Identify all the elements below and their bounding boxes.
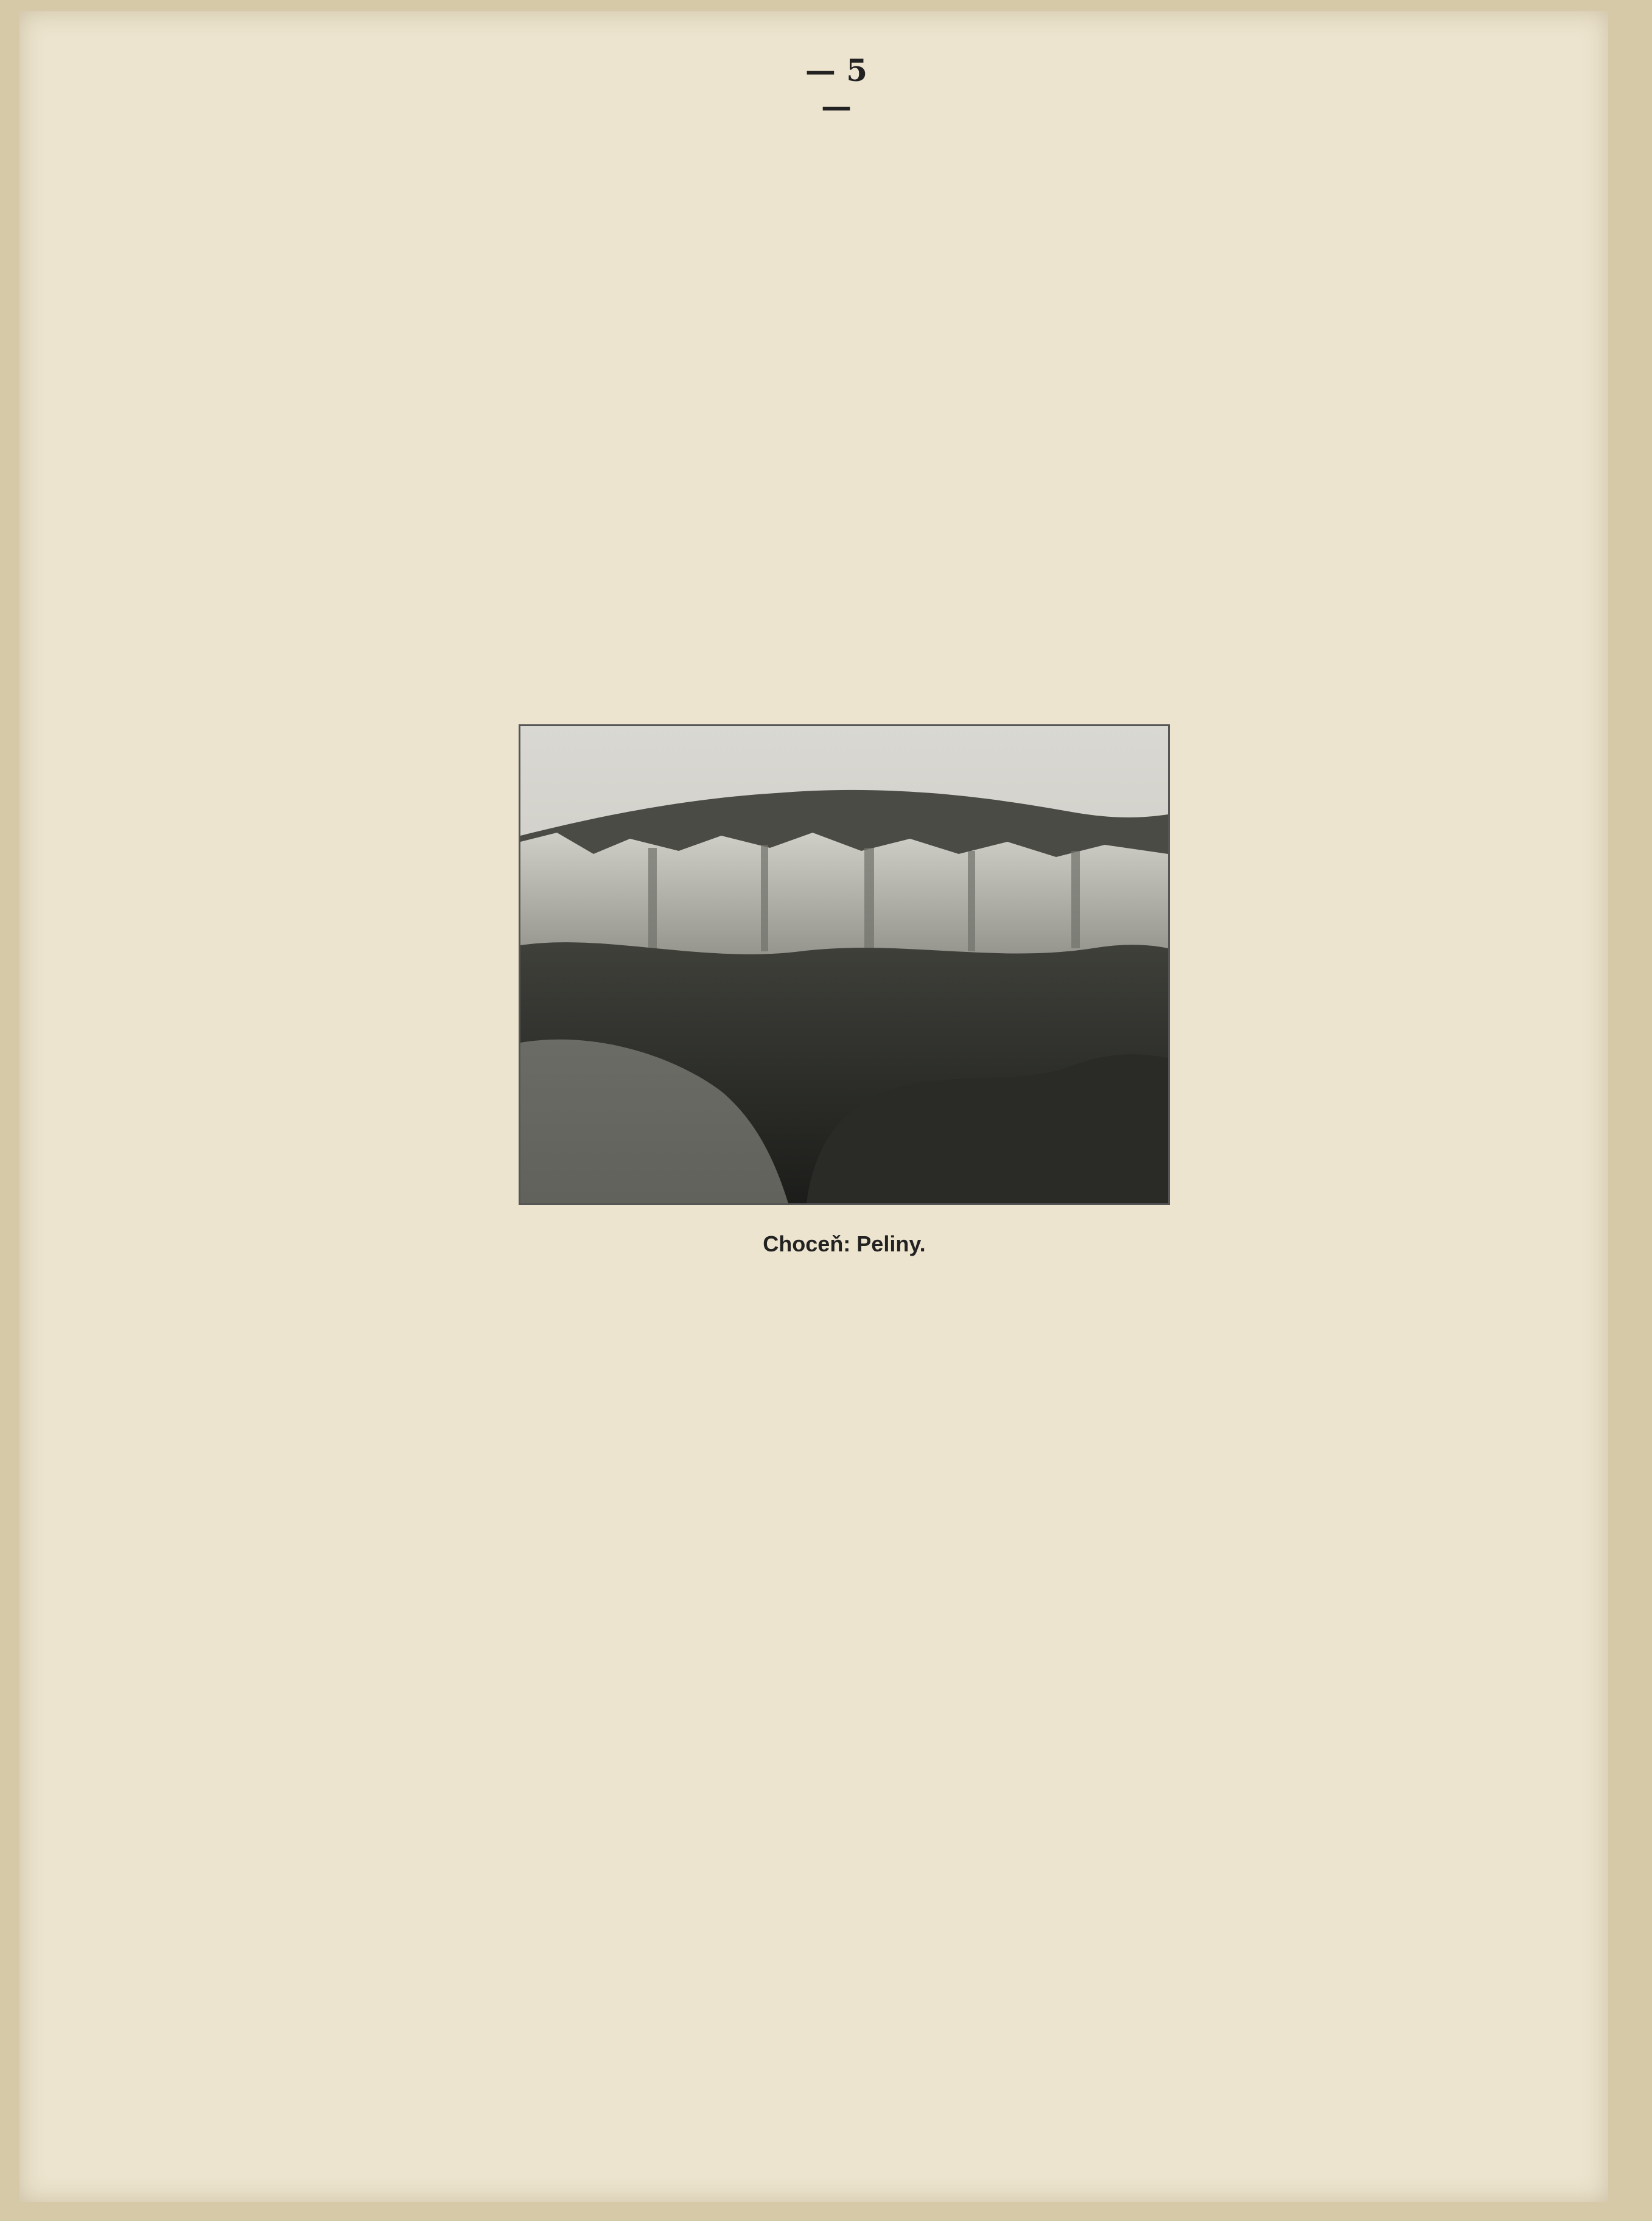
newspaper-page: [19, 11, 1608, 2202]
figure-caption: Choceň: Peliny.: [763, 1231, 926, 1256]
page-number: — 5 —: [805, 52, 868, 124]
landscape-photo: [519, 724, 1170, 1205]
landscape-photo-art: [520, 726, 1168, 1203]
